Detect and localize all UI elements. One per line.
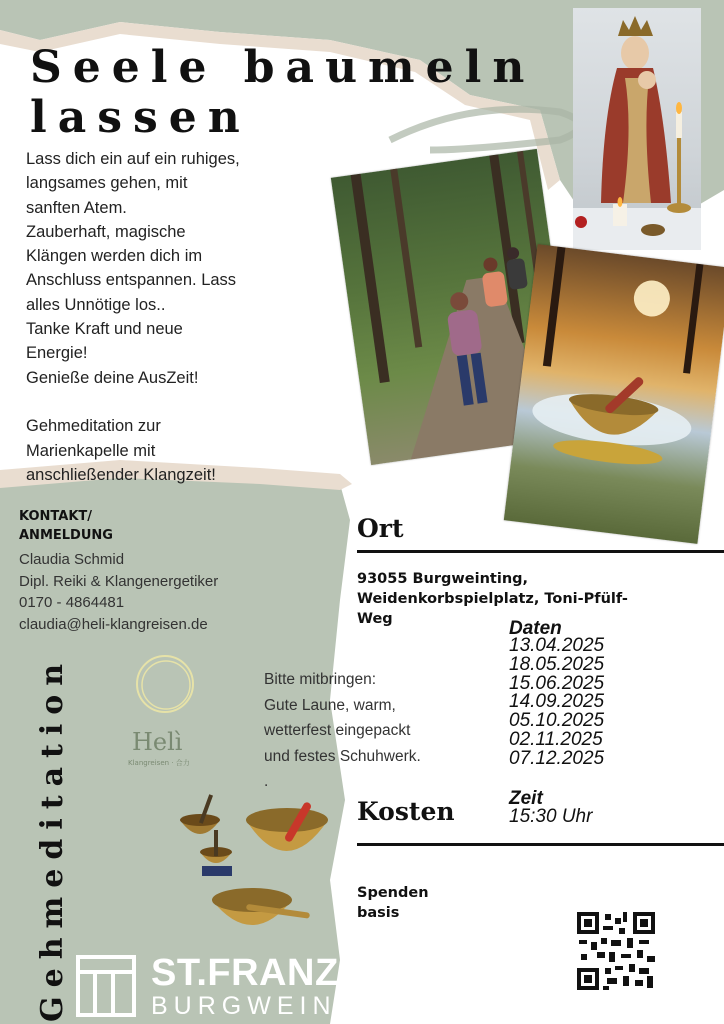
- date-item: 18.05.2025: [509, 653, 605, 675]
- ort-line: Weidenkorbspielplatz, Toni-Pfülf-: [357, 591, 628, 607]
- franziskus-logo: [75, 952, 495, 1022]
- qr-code-icon[interactable]: [577, 912, 655, 990]
- kosten-text: [357, 883, 429, 923]
- kosten-divider: [357, 843, 724, 846]
- dates-list: [509, 637, 604, 769]
- mitbringen-text: [264, 667, 421, 795]
- zeit-value: 15:30 Uhr: [509, 806, 593, 827]
- ort-heading: Ort: [357, 514, 404, 543]
- intro-line: Energie!: [26, 344, 88, 363]
- zeit-heading: Zeit: [509, 788, 543, 809]
- heli-name: Helì: [132, 728, 183, 756]
- date-item: 05.10.2025: [509, 710, 605, 732]
- heli-logo: [130, 650, 200, 790]
- intro-line: sanften Atem.: [26, 198, 127, 217]
- photo-singing-bowl-sunset: [504, 244, 724, 544]
- intro-line: Marienkapelle mit: [26, 441, 156, 460]
- contact-heading-line: KONTAKT/: [19, 509, 93, 524]
- title-line-1: Seele baumeln: [30, 42, 536, 93]
- singing-bowl-illustration: [504, 244, 724, 544]
- contact-title: Dipl. Reiki & Klangenergetiker: [19, 572, 219, 590]
- contact-phone[interactable]: 0170 - 4864481: [19, 594, 125, 611]
- franziskus-building-icon: [75, 954, 137, 1018]
- ort-divider: [357, 550, 724, 553]
- date-item: 02.11.2025: [509, 728, 603, 750]
- intro-line: Gehmeditation zur: [26, 417, 161, 436]
- daten-heading: Daten: [509, 618, 562, 639]
- date-item: 07.12.2025: [509, 747, 605, 769]
- mitbringen-line: wetterfest eingepackt: [264, 722, 411, 739]
- madonna-illustration: [573, 8, 701, 250]
- mitbringen-line: .: [264, 773, 269, 790]
- contact-email[interactable]: claudia@heli-klangreisen.de: [19, 615, 208, 633]
- intro-line: Klängen werden dich im: [26, 247, 203, 266]
- contact-details: [19, 549, 218, 635]
- intro-line-blank: [26, 390, 240, 414]
- ort-line: Weg: [357, 611, 393, 627]
- date-item: 15.06.2025: [509, 672, 605, 694]
- ort-line: 93055 Burgweinting,: [357, 571, 529, 587]
- kosten-heading: Kosten: [357, 797, 455, 826]
- mitbringen-line: Gute Laune, warm,: [264, 696, 396, 714]
- photo-madonna-statue: [573, 8, 701, 250]
- mitbringen-line: und festes Schuhwerk.: [264, 747, 421, 765]
- contact-heading: [19, 507, 113, 545]
- intro-text: [26, 147, 240, 487]
- vertical-gehmeditation: Gehmeditation: [35, 654, 70, 1022]
- kosten-line: Spenden: [357, 885, 429, 901]
- intro-line: anschließender Klangzeit!: [26, 465, 216, 484]
- intro-line: Zauberhaft, magische: [26, 222, 186, 241]
- intro-line: Lass dich ein auf ein ruhiges,: [26, 150, 240, 168]
- kosten-line: basis: [357, 905, 400, 921]
- intro-line: Genieße deine AusZeit!: [26, 368, 199, 387]
- intro-line: alles Unnötige los..: [26, 295, 166, 314]
- singing-bowls-image: [176, 790, 336, 950]
- ort-address: [357, 569, 628, 629]
- franziskus-place: BURGWEINTING: [151, 992, 421, 1020]
- title-line-2: lassen: [30, 92, 251, 143]
- contact-heading-line: ANMELDUNG: [19, 528, 113, 543]
- contact-name: Claudia Schmid: [19, 551, 125, 568]
- heli-circle-icon: [130, 650, 200, 720]
- franziskus-name: ST.FRANZISKUS: [151, 952, 458, 994]
- heli-sub: Klangreisen · 合力: [128, 759, 190, 767]
- mitbringen-line: Bitte mitbringen:: [264, 671, 376, 688]
- date-item: 13.04.2025: [509, 635, 605, 656]
- intro-line: langsames gehen, mit: [26, 174, 188, 193]
- intro-line: Tanke Kraft und neue: [26, 320, 183, 339]
- date-item: 14.09.2025: [509, 691, 605, 713]
- intro-line: Anschluss entspannen. Lass: [26, 271, 237, 290]
